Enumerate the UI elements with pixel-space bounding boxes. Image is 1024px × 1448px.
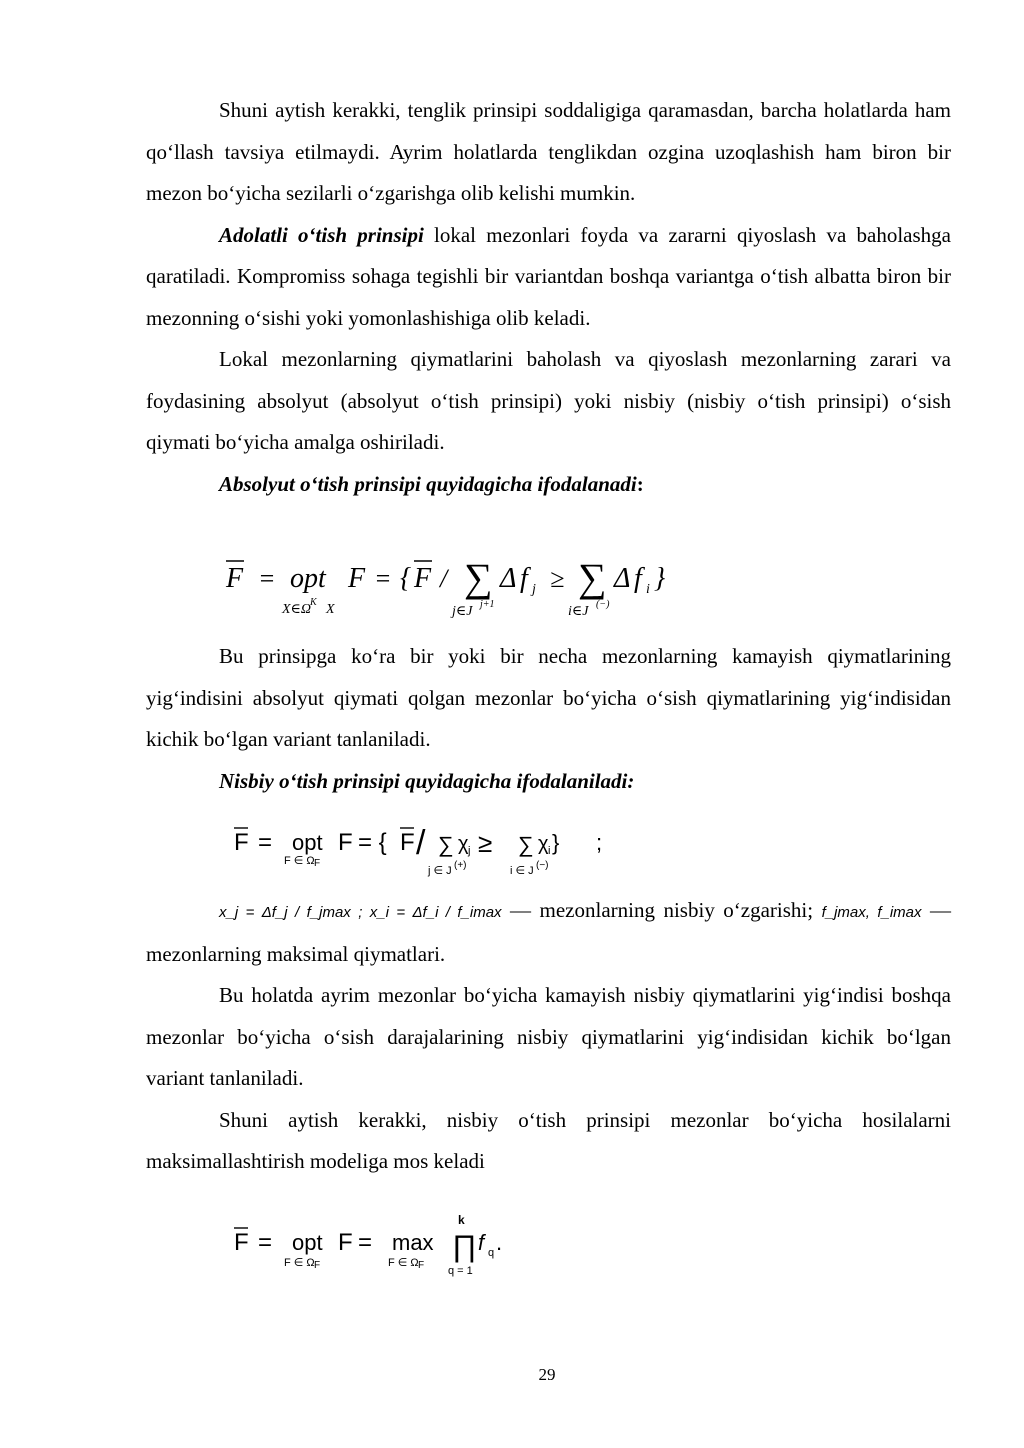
svg-text:F ∈ Ω: F ∈ Ω bbox=[388, 1257, 419, 1269]
svg-text:(+): (+) bbox=[454, 860, 467, 871]
svg-text:F: F bbox=[338, 1229, 353, 1256]
text-block-top bbox=[146, 90, 951, 505]
paragraph-2-text: lokal mezonlari foyda va zararni qiyoslash va baholashga qaratiladi. Kompromiss sohaga tegishli bir variantdan boshqa variantga o‘tish albatta biron bir mezonning o‘sishi yoki yomonlashishiga olib keladi. bbox=[146, 222, 951, 330]
svg-text:F: F bbox=[348, 563, 366, 594]
heading-nisbiy-line bbox=[146, 761, 951, 803]
svg-text:q: q bbox=[488, 1247, 495, 1259]
heading-absolyut: Absolyut o‘tish prinsipi quyidagicha ifodalanadi bbox=[219, 471, 637, 496]
svg-text:X: X bbox=[326, 602, 335, 617]
paragraph-7: Shuni aytish kerakki, nisbiy o‘tish prinsipi mezonlar bo‘yicha hosilalarni maksimallashtirish modeliga mos keladi bbox=[146, 1107, 951, 1173]
svg-text:opt: opt bbox=[290, 563, 326, 594]
svg-text:Δ: Δ bbox=[500, 563, 517, 594]
svg-text:∑: ∑ bbox=[464, 555, 493, 600]
heading-absolyut-line bbox=[146, 464, 951, 506]
paragraph-1: Shuni aytish kerakki, tenglik prinsipi soddaligiga qaramasdan, barcha holatlarda ham qo‘llash tavsiya etilmaydi. Ayrim holatlarda tenglikdan ozgina uzoqlashish ham biron bir mezon bo‘yicha sezilarli o‘zgarishga olib kelishi mumkin. bbox=[146, 98, 951, 205]
svg-text:}: } bbox=[552, 830, 560, 855]
formula-nisbiy-svg bbox=[232, 820, 632, 880]
svg-text:opt: opt bbox=[292, 830, 323, 855]
svg-text:K: K bbox=[310, 597, 317, 608]
svg-text:χ: χ bbox=[538, 833, 549, 855]
svg-text:j ∈ J: j ∈ J bbox=[428, 865, 452, 877]
svg-text:max: max bbox=[392, 1230, 434, 1255]
svg-text:j: j bbox=[468, 845, 471, 857]
svg-text:j+1: j+1 bbox=[480, 599, 495, 610]
svg-text:F ∈ Ω: F ∈ Ω bbox=[284, 1257, 315, 1269]
svg-text:f: f bbox=[634, 563, 642, 594]
svg-text:=: = bbox=[258, 1229, 273, 1256]
svg-text:i ∈ J: i ∈ J bbox=[510, 865, 534, 877]
svg-text:f: f bbox=[478, 1230, 485, 1255]
svg-text:f: f bbox=[520, 563, 528, 594]
formula-absolyut-svg bbox=[222, 551, 682, 621]
svg-text:(−): (−) bbox=[536, 860, 549, 871]
svg-text:=: = bbox=[258, 564, 276, 593]
heading-adolatli: Adolatli o‘tish prinsipi bbox=[219, 222, 424, 247]
text-block-lower bbox=[146, 890, 951, 1183]
svg-text:≥: ≥ bbox=[550, 564, 565, 593]
svg-text:∑: ∑ bbox=[578, 555, 607, 600]
svg-text:.: . bbox=[496, 1230, 503, 1255]
svg-text:/: / bbox=[416, 824, 426, 862]
svg-text:F ∈ Ω: F ∈ Ω bbox=[284, 855, 315, 867]
svg-text:F: F bbox=[418, 1260, 425, 1271]
svg-text:=: = bbox=[374, 564, 392, 593]
heading-nisbiy: Nisbiy o‘tish prinsipi quyidagicha ifodalaniladi: bbox=[219, 768, 635, 793]
svg-text:q = 1: q = 1 bbox=[448, 1265, 473, 1277]
paragraph-3: Lokal mezonlarning qiymatlarini baholash va qiyoslash mezonlarning zarari va foydasining absolyut (absolyut o‘tish prinsipi) yoki nisbiy (nisbiy o‘tish prinsipi) o‘sish qiymati bo‘yicha amalga oshiriladi. bbox=[146, 347, 951, 454]
svg-text:F: F bbox=[234, 829, 249, 856]
svg-text:j: j bbox=[532, 582, 536, 597]
svg-text:=: = bbox=[258, 829, 273, 856]
svg-text:opt: opt bbox=[292, 1230, 323, 1255]
formula-model-svg bbox=[232, 1210, 552, 1290]
formula-inline-x: x_j = Δf_j / f_jmax ; x_i = Δf_i / f_imax bbox=[219, 904, 502, 921]
heading-absolyut-colon: : bbox=[636, 471, 644, 496]
svg-text:F: F bbox=[338, 829, 353, 856]
formula-inline-max: f_jmax, f_imax bbox=[821, 904, 922, 921]
svg-text:F: F bbox=[234, 1229, 249, 1256]
svg-text:∏: ∏ bbox=[452, 1230, 477, 1263]
svg-text:∑: ∑ bbox=[438, 832, 454, 857]
svg-text:i: i bbox=[646, 582, 650, 597]
svg-text:Δ: Δ bbox=[614, 563, 631, 594]
svg-text:F: F bbox=[314, 1260, 321, 1271]
svg-text:i: i bbox=[548, 845, 551, 857]
paragraph-5 bbox=[146, 890, 951, 975]
svg-text:(−): (−) bbox=[596, 599, 610, 610]
svg-text:F: F bbox=[400, 829, 415, 856]
svg-text:F: F bbox=[314, 858, 321, 869]
text-block-middle bbox=[146, 636, 951, 802]
paragraph-5-text: — mezonlarning nisbiy o‘zgarishi; bbox=[510, 898, 814, 922]
paragraph-4: Bu prinsipga ko‘ra bir yoki bir necha mezonlarning kamayish qiymatlarining yig‘indisini absolyut qiymati qolgan mezonlar bo‘yicha o‘sish qiymatlarining yig‘indisidan kichik bo‘lgan variant tanlaniladi. bbox=[146, 644, 951, 751]
svg-text:=: = bbox=[358, 1229, 373, 1256]
svg-text:≥: ≥ bbox=[478, 828, 493, 858]
paragraph-5-text-b: — mezonlarning maksimal qiymatlari. bbox=[146, 898, 952, 966]
formula-absolyut bbox=[222, 551, 682, 629]
svg-text:χ: χ bbox=[458, 833, 469, 855]
svg-text:X∈Ω: X∈Ω bbox=[282, 602, 312, 617]
svg-text:= {: = { bbox=[358, 829, 387, 856]
svg-text:j∈J: j∈J bbox=[452, 604, 473, 619]
svg-text:/: / bbox=[440, 564, 448, 593]
paragraph-2 bbox=[146, 215, 951, 340]
svg-text:∑: ∑ bbox=[518, 832, 534, 857]
page-number: 29 bbox=[538, 1365, 556, 1384]
paragraph-6: Bu holatda ayrim mezonlar bo‘yicha kamayish nisbiy qiymatlarini yig‘indisi boshqa mezonlar bo‘yicha o‘sish darajalarining nisbiy qiymatlarini yig‘indisidan kichik bo‘lgan variant tanlaniladi. bbox=[146, 983, 951, 1090]
svg-text:;: ; bbox=[596, 830, 603, 855]
formula-model bbox=[232, 1210, 552, 1297]
svg-text:{: { bbox=[400, 563, 412, 594]
svg-text:i∈J: i∈J bbox=[568, 604, 589, 619]
svg-text:}: } bbox=[654, 563, 666, 594]
svg-text:F: F bbox=[226, 563, 244, 594]
svg-text:k: k bbox=[458, 1213, 465, 1227]
svg-text:F: F bbox=[414, 563, 432, 594]
formula-nisbiy bbox=[232, 820, 632, 887]
